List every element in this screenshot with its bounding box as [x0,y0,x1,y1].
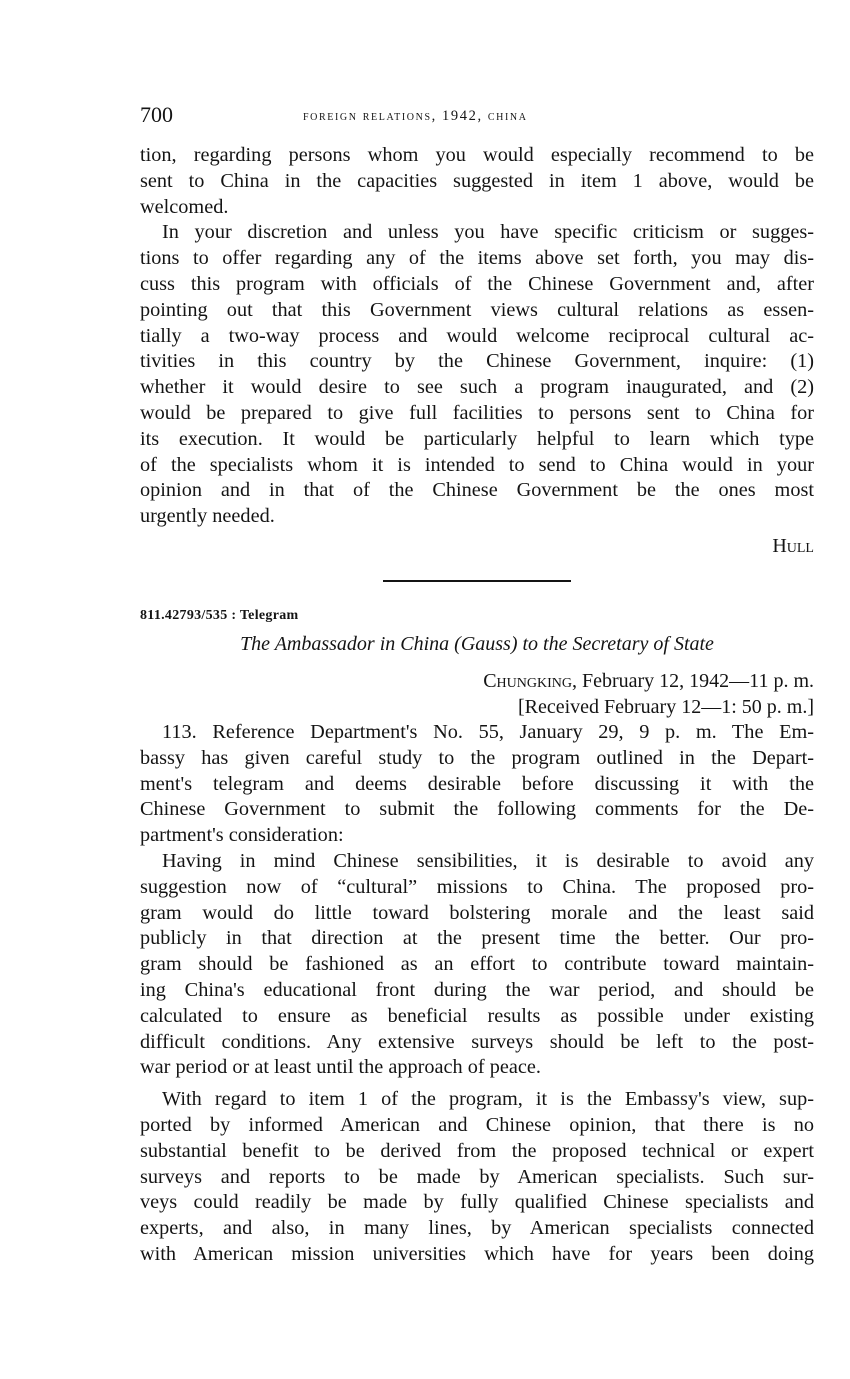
text-line: calculated to ensure as beneficial results as possible under existing [140,1004,814,1027]
text-line: Having in mind Chinese sensibilities, it is desirable to avoid any [162,849,814,872]
text-line: publicly in that direction at the present time the better. Our pro- [140,927,814,950]
text-line: difficult conditions. Any extensive surveys should be left to the post- [140,1030,814,1053]
text-line: sent to China in the capacities suggested in item 1 above, would be [140,169,814,192]
paragraph-continuation [140,143,814,220]
text-line: gram would do little toward bolstering morale and the least said [140,901,814,924]
page-header [140,100,812,132]
text-line: In your discretion and unless you have specific criticism or sugges- [162,221,814,244]
file-number: 811.42793/535 : Telegram [140,607,299,623]
text-line: bassy has given careful study to the program outlined in the Depart- [140,746,814,769]
paragraph-sensibilities [140,849,814,1081]
heading-name: Gauss [460,632,511,655]
running-title: foreign relations, 1942, china [303,108,528,124]
text-line: Chinese Government to submit the following comments for the De- [140,798,814,821]
text-line: tions to offer regarding any of the items above set forth, you may dis- [140,247,814,270]
text-line: tially a two-way process and would welcome reciprocal cultural ac- [140,324,814,347]
text-line: war period or at least until the approach of peace. [140,1056,541,1079]
text-line: ported by informed American and Chinese opinion, that there is no [140,1113,814,1136]
text-line: tion, regarding persons whom you would especially recommend to be [140,144,814,166]
received-line: [Received February 12—1: 50 p. m.] [517,695,814,718]
text-line: experts, and also, in many lines, by American specialists connected [140,1217,814,1240]
text-line: would be prepared to give full facilities to persons sent to China for [140,401,814,424]
dateline-place: Chungking [483,669,572,692]
text-line: substantial benefit to be derived from the proposed technical or expert [140,1139,814,1162]
paragraph-item-one [140,1087,814,1268]
text-line: opinion and in that of the Chinese Government be the ones most [140,479,814,502]
text-line: with American mission universities which have for years been doing [140,1242,814,1265]
text-line: 113. Reference Department's No. 55, January 29, 9 p. m. The Em- [162,720,814,743]
heading-part-1: The Ambassador in China ( [240,632,461,655]
paragraph-instructions [140,220,814,530]
text-line: pointing out that this Government views cultural relations as essen- [140,298,814,321]
text-line: urgently needed. [140,505,275,528]
heading-part-2: ) to the Secretary of State [510,632,714,655]
text-line: With regard to item 1 of the program, it is the Embassy's view, sup- [162,1088,814,1111]
document-heading [140,631,814,657]
text-line: welcomed. [140,195,229,218]
body-text [140,143,814,1268]
text-line: whether it would desire to see such a program inaugurated, and (2) [140,376,814,399]
dateline-date: , February 12, 1942—11 p. m. [571,669,814,692]
text-line: gram should be fashioned as an effort to contribute toward maintain- [140,953,814,976]
text-line: suggestion now of “cultural” missions to China. The proposed pro- [140,875,814,898]
text-line: surveys and reports to be made by American specialists. Such sur- [140,1165,814,1188]
section-divider [383,580,571,582]
text-line: its execution. It would be particularly helpful to learn which type [140,427,814,450]
text-line: ment's telegram and deems desirable before discussing it with the [140,772,814,795]
text-line: ing China's educational front during the war period, and should be [140,978,814,1001]
text-line: tivities in this country by the Chinese Government, inquire: (1) [140,350,814,373]
text-line: cuss this program with officials of the Chinese Government and, after [140,272,814,295]
paragraph-reference [140,720,814,849]
dateline [140,668,814,694]
text-line: partment's consideration: [140,824,344,847]
page-number: 700 [140,102,173,127]
text-line: of the specialists whom it is intended to send to China would in your [140,453,814,476]
text-line: veys could readily be made by fully qualified Chinese specialists and [140,1191,814,1214]
signature: Hull [772,534,814,557]
